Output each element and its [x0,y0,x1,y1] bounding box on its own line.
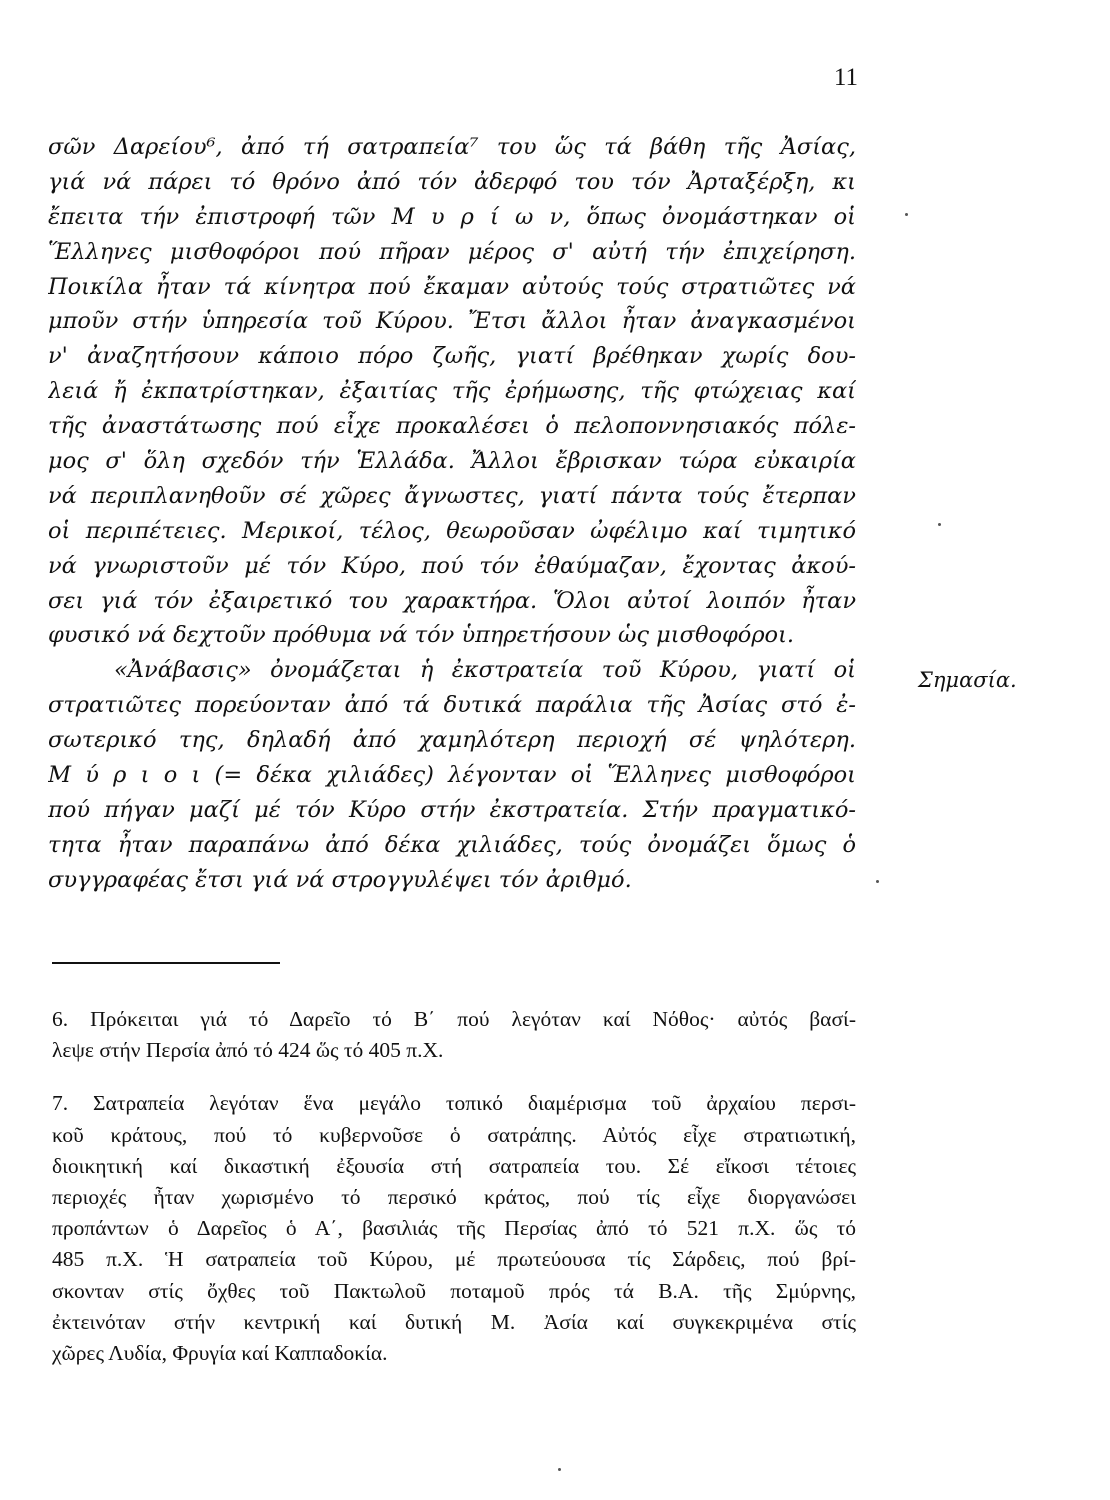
text-line: φυσικό νά δεχτοῦν πρόθυμα νά τόν ὑπηρετήσουν ὡς μισθοφόροι. [48,622,795,649]
footnote-line: 485 π.Χ. Ἡ σατραπεία τοῦ Κύρου, μέ πρωτεύουσα τίς Σάρδεις, πού βρί- [52,1247,856,1272]
text-line: σει γιά τόν ἐξαιρετικό του χαρακτήρα. Ὅλοι αὐτοί λοιπόν ἦταν [48,587,856,614]
text-line: σωτερικό της, δηλαδή ἀπό χαμηλότερη περιοχή σέ ψηλότερη. [48,727,856,754]
text-line: Ποικίλα ἦταν τά κίνητρα πού ἔκαμαν αὐτούς τούς στρατιῶτες νά [48,273,856,300]
scan-speck [938,523,941,526]
text-line: Μ ύ ρ ι ο ι (= δέκα χιλιάδες) λέγονταν οἱ Ἕλληνες μισθοφόροι [48,762,856,789]
footnote-7 [52,1088,856,1369]
footnote-separator [52,962,280,964]
footnotes [52,1004,856,1391]
footnote-line: προπάντων ὁ Δαρεῖος ὁ Α΄, βασιλιάς τῆς Περσίας ἀπό τό 521 π.Χ. ὥς τό [52,1216,856,1241]
text-line: νά γνωριστοῦν μέ τόν Κύρο, πού τόν ἐθαύμαζαν, ἔχοντας ἀκού- [48,552,856,579]
text-line: σῶν Δαρείου⁶, ἀπό τή σατραπεία⁷ του ὥς τά βάθη τῆς Ἀσίας, [48,134,856,160]
main-text-body [48,130,856,898]
text-line: Ἕλληνες μισθοφόροι πού πῆραν μέρος σ' αὐτή τήν ἐπιχείρηση. [48,238,856,265]
text-line: συγγραφέας ἔτσι γιά νά στρογγυλέψει τόν ἀριθμό. [48,866,632,893]
footnote-line: περιοχές ἦταν χωρισμένο τό περσικό κράτος, πού τίς εἶχε διοργανώσει [52,1184,856,1209]
text-line: τῆς ἀναστάτωσης πού εἶχε προκαλέσει ὁ πελοποννησιακός πόλε- [48,413,856,440]
text-line: τητα ἦταν παραπάνω ἀπό δέκα χιλιάδες, τούς ὀνομάζει ὅμως ὁ [48,831,856,858]
text-line: οἱ περιπέτειες. Μερικοί, τέλος, θεωροῦσαν ὠφέλιμο καί τιμητικό [48,517,856,544]
scan-speck [905,213,908,216]
text-line: μποῦν στήν ὑπηρεσία τοῦ Κύρου. Ἔτσι ἄλλοι ἦταν ἀναγκασμένοι [48,308,856,335]
footnote-6 [52,1004,856,1066]
footnote-line: σκονταν στίς ὄχθες τοῦ Πακτωλοῦ ποταμοῦ πρός τά Β.Α. τῆς Σμύρνης, [52,1278,856,1303]
footnote-line: κοῦ κράτους, πού τό κυβερνοῦσε ὁ σατράπης. Αὐτός εἶχε στρατιωτική, [52,1122,856,1147]
text-line: «Ἀνάβασις» ὀνομάζεται ἡ ἐκστρατεία τοῦ Κύρου, γιατί οἱ [114,657,856,684]
text-line: μος σ' ὅλη σχεδόν τήν Ἑλλάδα. Ἄλλοι ἔβρισκαν τώρα εὐκαιρία [48,448,856,475]
text-line: ν' ἀναζητήσουν κάποιο πόρο ζωῆς, γιατί βρέθηκαν χωρίς δου- [48,343,856,370]
text-line: νά περιπλανηθοῦν σέ χῶρες ἄγνωστες, γιατί πάντα τούς ἔτερπαν [48,482,856,509]
text-line: πού πήγαν μαζί μέ τόν Κύρο στήν ἐκστρατεία. Στήν πραγματικό- [48,796,856,823]
text-line: στρατιῶτες πορεύονταν ἀπό τά δυτικά παράλια τῆς Ἀσίας στό ἐ- [48,692,856,719]
footnote-line: διοικητική καί δικαστική ἐξουσία στή σατραπεία του. Σέ εἴκοσι τέτοιες [52,1153,856,1178]
scan-speck [558,1468,561,1471]
footnote-line: 7. Σατραπεία λεγόταν ἕνα μεγάλο τοπικό διαμέρισμα τοῦ ἀρχαίου περσι- [52,1091,856,1116]
page-number: 11 [833,64,858,91]
text-line: ἔπειτα τήν ἐπιστροφή τῶν Μ υ ρ ί ω ν, ὅπως ὀνομάστηκαν οἱ [48,203,856,230]
text-line: λειά ἤ ἐκπατρίστηκαν, ἐξαιτίας τῆς ἐρήμωσης, τῆς φτώχειας καί [48,378,856,405]
footnote-line: 6. Πρόκειται γιά τό Δαρεῖο τό Β΄ πού λεγόταν καί Νόθος· αὐτός βασί- [52,1007,856,1031]
scan-speck [876,880,879,883]
footnote-line: χῶρες Λυδία, Φρυγία καί Καππαδοκία. [52,1340,388,1365]
footnote-line: λεψε στήν Περσία ἀπό τό 424 ὥς τό 405 π.Χ. [52,1038,444,1063]
margin-note: Σημασία. [918,668,1017,692]
footnote-line: ἐκτεινόταν στήν κεντρική καί δυτική Μ. Ἀσία καί συγκεκριμένα στίς [52,1309,856,1334]
text-line: γιά νά πάρει τό θρόνο ἀπό τόν ἀδερφό του τόν Ἀρταξέρξη, κι [48,168,856,195]
